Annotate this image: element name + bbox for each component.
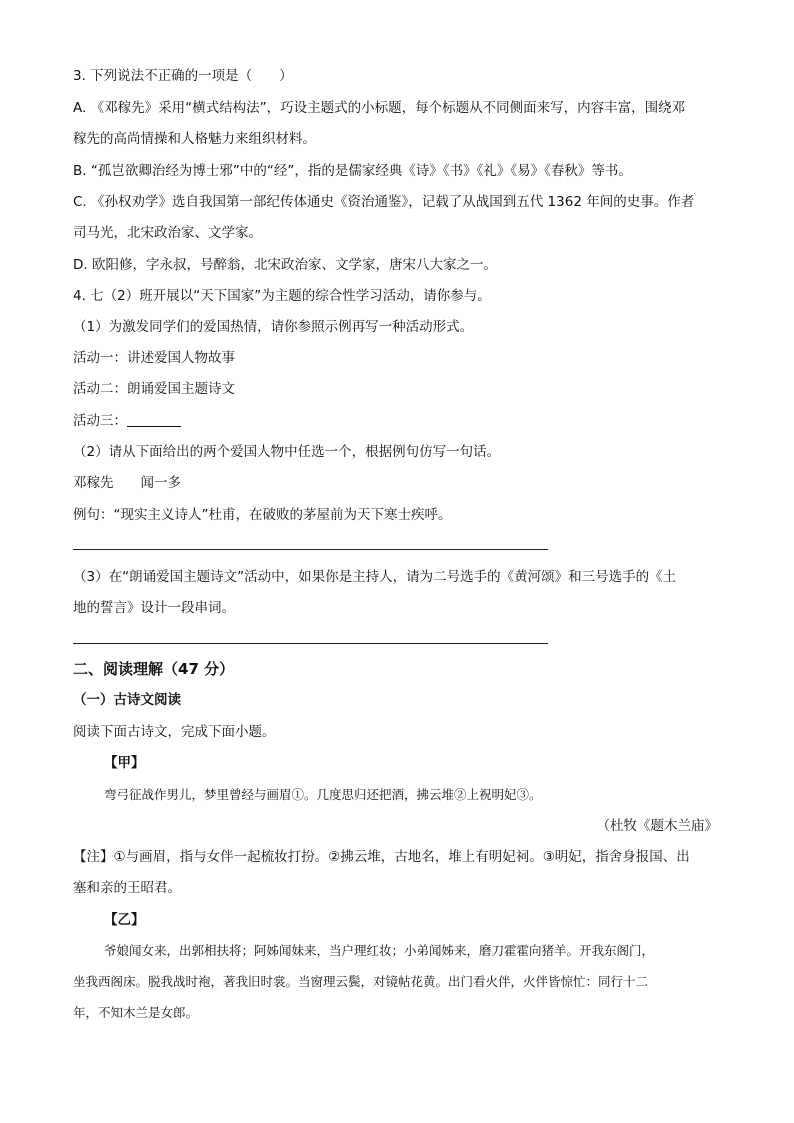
section-title: 二、阅读理解（47 分）: [73, 660, 235, 678]
reading-instruction: 阅读下面古诗文，完成下面小题。: [73, 724, 276, 740]
answer-line-part2[interactable]: [73, 549, 548, 550]
q3-option-a-line1: A. 《邓稼先》采用“横式结构法”，巧设主题式的小标题，每个标题从不同侧面来写，内容丰富，围绕邓: [73, 100, 686, 116]
q4-part3-line2: 地的誓言》设计一段串词。: [73, 600, 235, 616]
yi-text-line3: 年，不知木兰是女郎。: [73, 1005, 199, 1020]
activity-three: [73, 411, 181, 431]
q3-option-c-line2: 司马光，北宋政治家、文学家。: [73, 225, 262, 241]
jia-label: 【甲】: [104, 755, 145, 771]
yi-text-line2: 坐我西阁床。脱我战时袍，著我旧时裳。当窗理云鬓，对镜帖花黄。出门看火伴，火伴皆惊忙：同行十二: [73, 974, 649, 989]
activity-three-blank[interactable]: [127, 412, 181, 427]
q4-stem: 4. 七（2）班开展以“天下国家”为主题的综合性学习活动，请你参与。: [73, 288, 491, 304]
q3-option-c-line1: C. 《孙权劝学》选自我国第一部纪传体通史《资治通鉴》，记载了从战国到五代 1362 年间的史事。作者: [73, 194, 695, 210]
q4-part3-line1: （3）在“朗诵爱国主题诗文”活动中，如果你是主持人，请为二号选手的《黄河颂》和三号选手的《土: [73, 569, 677, 585]
q3-option-a-line2: 稼先的高尚情操和人格魅力来组织材料。: [73, 131, 316, 147]
note-line1: 【注】①与画眉，指与女伴一起梳妆打扮。②拂云堆，古地名，堆上有明妃祠。③明妃，指舍身报国、出: [73, 849, 690, 865]
q4-part2: （2）请从下面给出的两个爱国人物中任选一个，根据例句仿写一句话。: [73, 444, 501, 460]
jia-poem: 弯弓征战作男儿，梦里曾经与画眉①。几度思归还把酒，拂云堆②上祝明妃③。: [104, 787, 542, 802]
note-line2: 塞和亲的王昭君。: [73, 880, 181, 896]
q3-option-b: B. “孤岂欲卿治经为博士邪”中的“经”，指的是儒家经典《诗》《书》《礼》《易》《春秋》等书。: [73, 163, 632, 179]
yi-label: 【乙】: [104, 912, 145, 928]
example-sentence: 例句：“现实主义诗人”杜甫，在破败的茅屋前为天下寒士疾呼。: [73, 507, 452, 523]
patriot-names: 邓稼先 闻一多: [73, 475, 181, 491]
activity-three-label: 活动三：: [73, 413, 127, 429]
yi-text-line1: 爷娘闻女来，出郭相扶将；阿姊闻妹来，当户理红妆；小弟闻姊来，磨刀霍霍向猪羊。开我东阁门，: [104, 943, 655, 958]
jia-source: （杜牧《题木兰庙》: [596, 818, 718, 834]
activity-one: 活动一：讲述爱国人物故事: [73, 350, 235, 366]
answer-line-part3[interactable]: [73, 643, 548, 644]
subsection-title: （一）古诗文阅读: [73, 692, 181, 708]
activity-two: 活动二：朗诵爱国主题诗文: [73, 381, 235, 397]
q3-stem: 3. 下列说法不正确的一项是（ ）: [73, 68, 293, 84]
q3-option-d: D. 欧阳修，字永叔，号醉翁，北宋政治家、文学家，唐宋八大家之一。: [73, 257, 497, 273]
q4-part1: （1）为激发同学们的爱国热情，请你参照示例再写一种活动形式。: [73, 319, 474, 335]
